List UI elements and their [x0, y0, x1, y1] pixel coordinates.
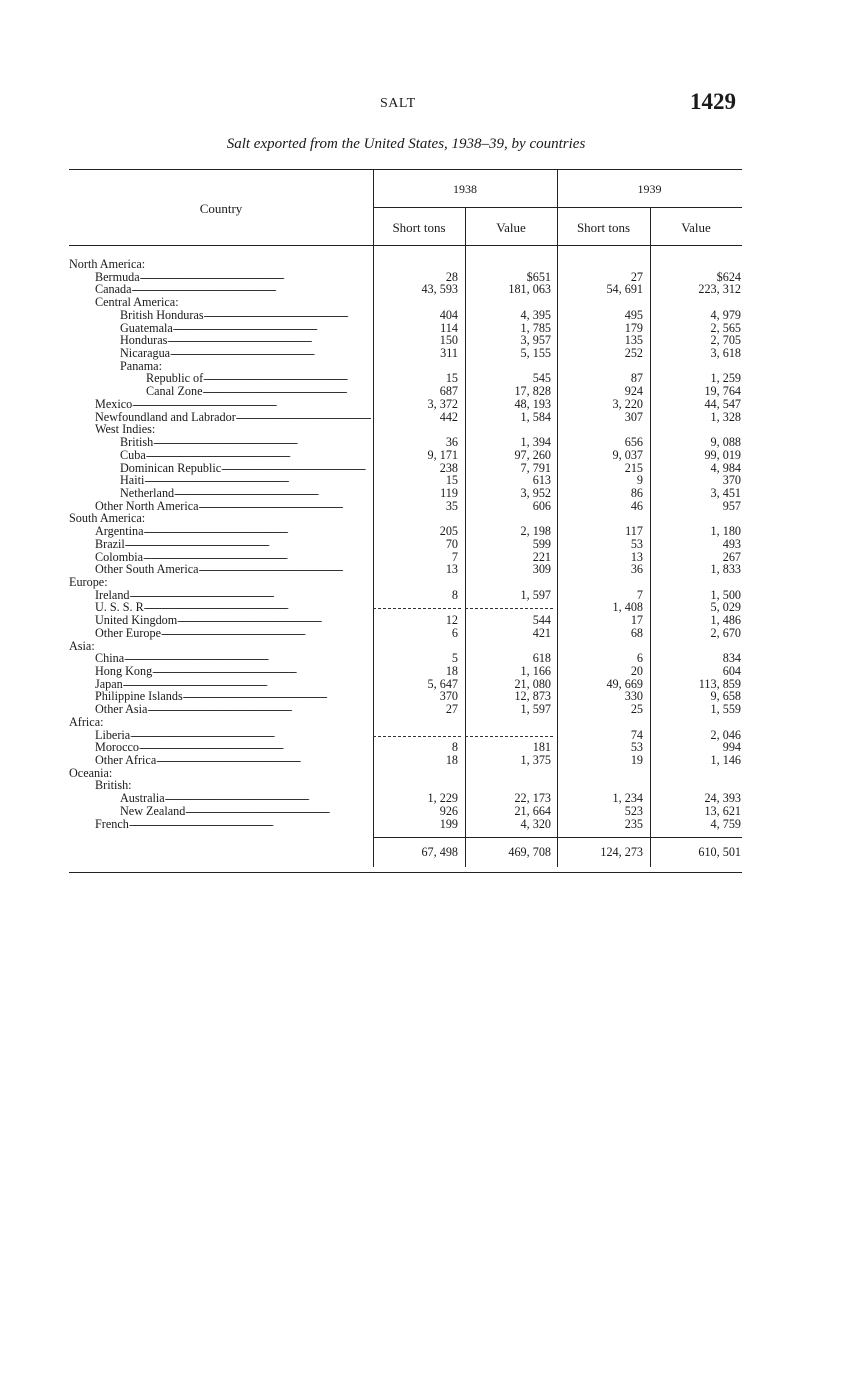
running-title: SALT [380, 96, 416, 111]
value-cell: 3, 618 [710, 346, 741, 361]
value-cell: 1, 328 [710, 409, 741, 424]
total-short-tons-1939: 124, 273 [600, 845, 643, 859]
table-row [69, 716, 742, 729]
country-label: Cuba [120, 448, 146, 462]
country-label: United Kingdom [95, 614, 178, 628]
value-cell: 13, 621 [704, 803, 741, 818]
value-cell: 215 [624, 460, 643, 475]
table-row [69, 627, 742, 640]
totals-row [69, 837, 742, 867]
value-cell: 99, 019 [704, 447, 741, 462]
value-cell: 8 [451, 587, 458, 602]
value-cell: 28 [445, 269, 458, 284]
value-cell: 267 [722, 549, 741, 564]
table-caption: Salt exported from the United States, 1938–39, by countries [226, 136, 586, 152]
country-label: North America: [69, 258, 146, 271]
country-label: Central America: [95, 296, 179, 309]
country-name [69, 640, 371, 653]
table-row [69, 309, 742, 322]
value-cell: 19, 764 [704, 384, 741, 399]
value-cell: 97, 260 [514, 447, 551, 462]
country-label: Nicaragua [120, 347, 171, 361]
value-cell: 3, 372 [427, 396, 458, 411]
value-cell: 68 [630, 625, 643, 640]
page-number: 1429 [690, 89, 736, 114]
value-cell: 442 [439, 409, 458, 424]
value-cell: 687 [439, 384, 458, 399]
country-label: Australia [120, 792, 165, 806]
value-cell: 1, 597 [520, 587, 551, 602]
value-cell: 834 [722, 651, 741, 666]
value-cell: 544 [532, 613, 551, 628]
country-label: British: [95, 779, 132, 793]
country-label: Argentina [95, 525, 144, 539]
country-label: Liberia [95, 728, 131, 742]
value-cell: 179 [624, 320, 643, 335]
value-cell: 618 [532, 651, 551, 666]
country-label: West Indies: [95, 423, 156, 437]
table-row [69, 283, 742, 296]
value-cell: 21, 664 [514, 803, 551, 818]
value-cell: 15 [445, 473, 458, 488]
value-cell: 13 [630, 549, 643, 564]
country-label: Japan [95, 677, 123, 691]
value-cell: 370 [722, 473, 741, 488]
value-cell: 4, 759 [710, 816, 741, 831]
value-cell: 606 [532, 498, 551, 513]
table-body [69, 258, 742, 830]
value-cell: 1, 500 [710, 587, 741, 602]
value-cell: 1, 180 [710, 524, 741, 539]
table-row [69, 805, 742, 818]
no-data-leader [373, 736, 461, 737]
value-cell: 330 [624, 689, 643, 704]
value-cell: 74 [630, 727, 643, 742]
value-cell: 181 [532, 740, 551, 755]
country-label: Guatemala [120, 321, 173, 335]
country-name [69, 258, 371, 271]
table-row [69, 563, 742, 576]
value-cell: 35 [445, 498, 458, 513]
value-cell: 599 [532, 536, 551, 551]
value-cell: 1, 584 [520, 409, 551, 424]
table-row [69, 576, 742, 589]
value-cell: 2, 198 [520, 524, 551, 539]
country-name [95, 423, 371, 436]
value-cell: 6 [636, 651, 643, 666]
value-cell: 27 [445, 702, 458, 717]
header-rule [69, 245, 742, 246]
value-cell: 421 [532, 625, 551, 640]
country-name [120, 360, 371, 373]
value-cell: 1, 785 [520, 320, 551, 335]
value-cell: 9, 171 [427, 447, 458, 462]
country-label: South America: [69, 512, 146, 526]
value-cell: 150 [439, 333, 458, 348]
no-data-leader [465, 608, 553, 609]
value-cell: 523 [624, 803, 643, 818]
value-cell: 17, 828 [514, 384, 551, 399]
table-row [69, 818, 742, 831]
value-cell: 493 [722, 536, 741, 551]
value-cell: 24, 393 [704, 791, 741, 806]
value-cell: 3, 220 [612, 396, 643, 411]
value-cell: 5, 155 [520, 346, 551, 361]
country-header: Country [199, 201, 243, 216]
value-cell: 13 [445, 562, 458, 577]
value-header: Value [496, 220, 526, 235]
country-label: Newfoundland and Labrador [95, 410, 236, 424]
value-cell: 5, 647 [427, 676, 458, 691]
value-cell: 36 [445, 435, 458, 450]
value-cell: 87 [630, 371, 643, 386]
table-row [69, 538, 742, 551]
year-header-1938: 1938 [453, 182, 477, 196]
value-cell: 181, 063 [508, 282, 551, 297]
value-cell: $651 [526, 269, 551, 284]
table-row [69, 411, 742, 424]
value-cell: 1, 259 [710, 371, 741, 386]
value-header: Value [681, 220, 711, 235]
value-cell: 117 [625, 524, 643, 539]
value-cell: $624 [716, 269, 741, 284]
value-cell: 53 [630, 536, 643, 551]
country-name [95, 818, 371, 833]
value-cell: 4, 984 [710, 460, 741, 475]
value-cell: 15 [445, 371, 458, 386]
country-name [69, 576, 371, 589]
value-cell: 613 [532, 473, 551, 488]
country-label: China [95, 652, 125, 666]
no-data-leader [465, 736, 553, 737]
year-rule [373, 207, 742, 208]
value-cell: 1, 166 [520, 664, 551, 678]
value-cell: 9 [636, 473, 643, 488]
value-cell: 54, 691 [606, 282, 643, 297]
country-label: Mexico [95, 397, 133, 411]
value-cell: 1, 375 [520, 753, 551, 768]
value-cell: 309 [532, 562, 551, 577]
value-cell: 926 [439, 803, 458, 818]
value-cell: 53 [630, 740, 643, 755]
value-cell: 7 [451, 549, 458, 564]
country-label: Hong Kong [95, 665, 153, 678]
value-cell: 205 [439, 524, 458, 539]
value-cell: 114 [440, 320, 458, 335]
country-label: New Zealand [120, 804, 186, 818]
total-value-1938: 469, 708 [508, 845, 551, 859]
table-row [69, 258, 742, 271]
country-label: Other Africa [95, 754, 157, 768]
value-cell: 22, 173 [514, 791, 551, 806]
country-label: U. S. S. R [95, 601, 144, 615]
value-cell: 1, 559 [710, 702, 741, 717]
value-cell: 5, 029 [710, 600, 741, 615]
country-label: British [120, 436, 154, 450]
table-row [69, 792, 742, 805]
table-row [69, 347, 742, 360]
value-cell: 46 [630, 498, 643, 513]
country-label: Colombia [95, 550, 144, 564]
country-label: Panama: [120, 359, 162, 373]
country-name [95, 296, 371, 309]
value-cell: 5 [451, 651, 458, 666]
value-cell: 49, 669 [606, 676, 643, 691]
country-name [69, 716, 371, 729]
country-name [69, 767, 371, 780]
table-row [69, 487, 742, 500]
top-rule [69, 169, 742, 170]
value-cell: 86 [630, 485, 643, 500]
no-data-leader [373, 608, 461, 609]
country-label: Asia: [69, 639, 95, 653]
value-cell: 223, 312 [698, 282, 741, 297]
value-cell: 2, 705 [710, 333, 741, 348]
table-row [69, 614, 742, 627]
value-cell: 9, 658 [710, 689, 741, 704]
country-label: Other Asia [95, 703, 148, 717]
value-cell: 17 [630, 613, 643, 628]
country-label: Africa: [69, 715, 104, 729]
value-cell: 21, 080 [514, 676, 551, 691]
value-cell: 8 [451, 740, 458, 755]
country-label: Oceania: [69, 766, 113, 780]
value-cell: 404 [439, 307, 458, 322]
table-row [69, 754, 742, 767]
table-row [69, 767, 742, 780]
value-cell: 1, 229 [427, 791, 458, 806]
country-label: Republic of [146, 372, 204, 386]
country-label: Other Europe [95, 626, 161, 640]
value-cell: 18 [445, 753, 458, 768]
value-cell: 1, 146 [710, 753, 741, 768]
value-cell: 9, 037 [612, 447, 643, 462]
country-label: Europe: [69, 575, 108, 589]
value-cell: 18 [445, 664, 458, 678]
value-cell: 43, 593 [421, 282, 458, 297]
value-cell: 311 [440, 346, 458, 361]
bottom-rule [69, 872, 742, 873]
value-cell: 957 [722, 498, 741, 513]
value-cell: 27 [630, 269, 643, 284]
value-cell: 2, 046 [710, 727, 741, 742]
value-cell: 2, 565 [710, 320, 741, 335]
country-label: Canada [95, 283, 132, 297]
table-row [69, 296, 742, 309]
value-cell: 199 [439, 816, 458, 831]
value-cell: 604 [722, 664, 741, 678]
country-name [69, 512, 371, 525]
table-row [69, 398, 742, 411]
country-label: Bermuda [95, 270, 140, 284]
value-cell: 25 [630, 702, 643, 717]
value-cell: 924 [624, 384, 643, 399]
value-cell: 12, 873 [514, 689, 551, 704]
value-cell: 6 [451, 625, 458, 640]
country-label: Other South America [95, 563, 199, 577]
short-tons-header: Short tons [392, 220, 446, 235]
country-label: Morocco [95, 741, 139, 755]
value-cell: 1, 408 [612, 600, 643, 615]
total-value-1939: 610, 501 [698, 845, 741, 859]
value-cell: 44, 547 [704, 396, 741, 411]
country-label: Brazil [95, 537, 125, 551]
table-row [69, 525, 742, 538]
value-cell: 1, 234 [612, 791, 643, 806]
value-cell: 4, 395 [520, 307, 551, 322]
country-label: French [95, 817, 129, 831]
value-cell: 3, 952 [520, 485, 551, 500]
value-cell: 48, 193 [514, 396, 551, 411]
country-label: Canal Zone [146, 385, 203, 399]
value-cell: 370 [439, 689, 458, 704]
country-name [95, 779, 371, 792]
value-cell: 12 [445, 613, 458, 628]
value-cell: 252 [624, 346, 643, 361]
country-label: Dominican Republic [120, 461, 222, 475]
value-cell: 235 [624, 816, 643, 831]
value-cell: 2, 670 [710, 625, 741, 640]
value-cell: 20 [630, 664, 643, 678]
value-cell: 221 [532, 549, 551, 564]
table-row [69, 436, 742, 449]
total-short-tons-1938: 67, 498 [421, 845, 458, 859]
value-cell: 4, 320 [520, 816, 551, 831]
value-cell: 7, 791 [520, 460, 551, 475]
table-row [69, 500, 742, 513]
country-label: Netherland [120, 486, 175, 500]
country-label: Other North America [95, 499, 199, 513]
short-tons-header: Short tons [576, 220, 631, 235]
value-cell: 113, 859 [698, 676, 741, 691]
value-cell: 9, 088 [710, 435, 741, 450]
country-label: Philippine Islands [95, 690, 183, 704]
country-label: Ireland [95, 588, 130, 602]
value-cell: 495 [624, 307, 643, 322]
value-cell: 70 [445, 536, 458, 551]
value-cell: 119 [440, 485, 458, 500]
table-row [69, 703, 742, 716]
value-cell: 307 [624, 409, 643, 424]
table-row [69, 665, 742, 678]
value-cell: 545 [532, 371, 551, 386]
country-label: British Honduras [120, 308, 204, 322]
value-cell: 1, 486 [710, 613, 741, 628]
value-cell: 135 [624, 333, 643, 348]
value-cell: 1, 597 [520, 702, 551, 717]
country-label: Honduras [120, 334, 168, 348]
value-cell: 36 [630, 562, 643, 577]
value-cell: 7 [636, 587, 643, 602]
value-cell: 1, 833 [710, 562, 741, 577]
value-cell: 3, 957 [520, 333, 551, 348]
year-header-1939: 1939 [637, 182, 662, 196]
table-row [69, 385, 742, 398]
value-cell: 656 [624, 435, 643, 450]
value-cell: 238 [439, 460, 458, 475]
value-cell: 1, 394 [520, 435, 551, 450]
value-cell: 994 [722, 740, 741, 755]
value-cell: 3, 451 [710, 485, 741, 500]
value-cell: 19 [630, 753, 643, 768]
value-cell: 4, 979 [710, 307, 741, 322]
country-label: Haiti [120, 474, 145, 488]
table-row [69, 449, 742, 462]
